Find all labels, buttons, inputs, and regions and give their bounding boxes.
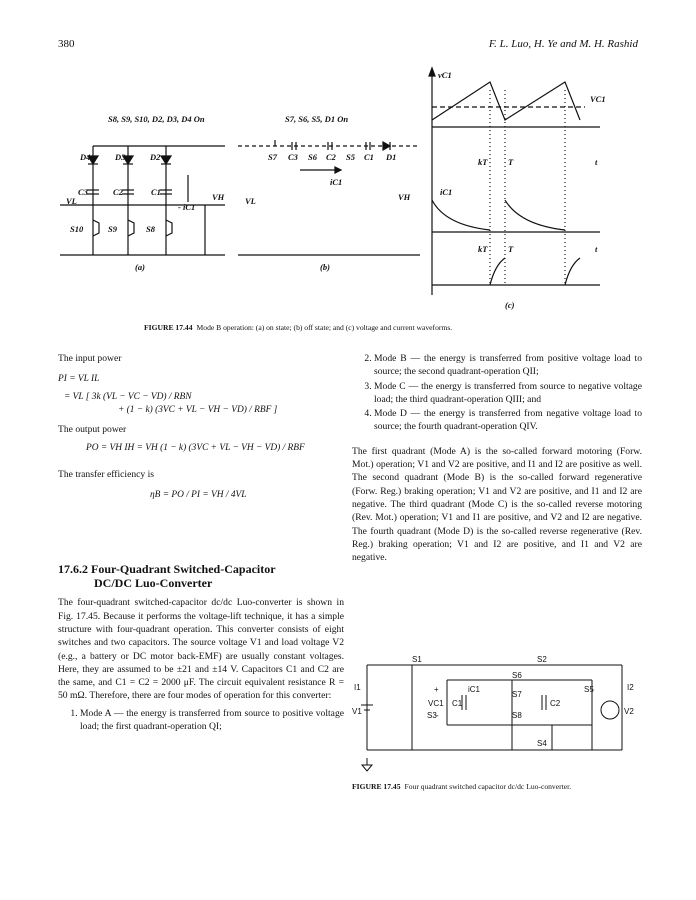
input-power-intro: The input power xyxy=(58,353,122,364)
chain-c2: C2 xyxy=(326,152,336,162)
page-number: 380 xyxy=(58,38,75,50)
left-column xyxy=(58,352,344,734)
diode-d4-label: D4 xyxy=(80,152,91,162)
switch-s10-label: S10 xyxy=(70,224,84,234)
chain-s7: S7 xyxy=(268,152,277,162)
modes-list-continued xyxy=(352,352,642,434)
panel-b-vh: VH xyxy=(398,192,411,202)
mode-d-item: 4. Mode D — the energy is transferred from negative voltage load to source; the fourth quadrant-operation QIV. xyxy=(374,407,642,434)
fig45-s8: S8 xyxy=(512,711,522,720)
intro-paragraph: The four-quadrant switched-capacitor dc/dc Luo-converter is shown in Fig. 17.45. Because it performs the voltage-lift technique, it has a simple structure with four-quadrant operation. This converter consists of eight switches and two capacitors. The source voltage V1 and load voltage V2 (e.g., a battery or DC motor back-EMF) are usually constant voltages. Here, they are assumed to be ±21 and ±14 V. Capacitors C1 and C2 are the same, and C1 = C2 = 2000 μF. The circuit equivalent resistance R = 50 mΩ. Therefore, there are four modes of operation for this converter: xyxy=(58,597,344,702)
figure-17-45-caption-text: Four quadrant switched capacitor dc/dc Luo-converter. xyxy=(404,782,572,791)
panel-a-vh: VH xyxy=(212,192,225,202)
panel-b-label: (b) xyxy=(320,262,330,272)
panel-c-T-2: T xyxy=(508,244,514,254)
panel-b-current: iC1 xyxy=(330,177,343,187)
diode-d2-label: D2 xyxy=(150,152,161,162)
switch-s8-label: S8 xyxy=(146,224,155,234)
quadrant-paragraph: The first quadrant (Mode A) is the so-called forward motoring (Forw. Mot.) operation; V1 and V2 are positive, and I1 and I2 are positive as well. The second quadrant (Mode B) is the so-called forward regenerative (Forw. Reg.) braking operation; V1 and V2 are positive, and I1 and I2 are negative. The third quadrant (Mode C) is the so-called reverse motoring (Rev. Mot.) operation; V1 and I1 are positive, and V2 and I2 are negative. The fourth quadrant (Mode D) is the so-called reverse regenerative (Rev. Reg.) braking operation; V1 and I2 are positive, and I1 and V2 are negative. xyxy=(352,445,642,564)
eq-po: PO = VH IH = VH (1 − k) (3VC + VL − VH − VD) / RBF xyxy=(86,443,305,454)
panel-c-ic1-axis: iC1 xyxy=(440,187,453,197)
fig45-c2: C2 xyxy=(550,699,561,708)
fig45-s5: S5 xyxy=(584,685,594,694)
figure-17-45-caption-label: FIGURE 17.45 xyxy=(352,782,401,791)
section-title-line-2: DC/DC Luo-Converter xyxy=(94,576,213,591)
eq-eta: ηB = PO / PI = VH / 4VL xyxy=(150,490,247,501)
figure-17-44 xyxy=(0,60,696,320)
fig45-plus: + xyxy=(434,685,439,694)
panel-b-vl: VL xyxy=(245,196,256,206)
chain-s6: S6 xyxy=(308,152,317,162)
running-head: F. L. Luo, H. Ye and M. H. Rashid xyxy=(488,38,638,50)
fig45-s4: S4 xyxy=(537,739,547,748)
fig45-s1: S1 xyxy=(412,655,422,664)
figure-17-45-caption xyxy=(352,782,571,791)
chain-d1: D1 xyxy=(386,152,397,162)
section-title xyxy=(58,562,344,590)
right-column xyxy=(352,352,642,564)
cap-c2-label: C2 xyxy=(113,187,123,197)
fig45-i1: I1 xyxy=(354,683,361,692)
section-number: 17.6.2 xyxy=(58,562,88,577)
figure-17-44-caption-label: FIGURE 17.44 xyxy=(144,323,193,332)
panel-a-vl: VL xyxy=(66,196,77,206)
fig45-ic1: iC1 xyxy=(468,685,481,694)
mode-c-item: 3. Mode C — the energy is transferred from source to negative voltage load; the third quadrant-operation QIII; and xyxy=(374,380,642,407)
cap-c1-label: C1 xyxy=(151,187,161,197)
panel-c-vc1-axis: vC1 xyxy=(438,70,452,80)
panel-a-label: (a) xyxy=(135,262,145,272)
panel-c-label: (c) xyxy=(505,300,515,310)
panel-c-vc1-level: VC1 xyxy=(590,94,606,104)
panel-c-T-1: T xyxy=(508,157,514,167)
mode-b-item: 2. Mode B — the energy is transferred from positive voltage load to source; the second quadrant-operation QII; xyxy=(374,352,642,379)
eq-pi-2b: + (1 − k) (3VC + VL − VH − VD) / RBF ] xyxy=(118,404,278,415)
figure-17-45 xyxy=(352,650,642,775)
section-title-line-1: Four-Quadrant Switched-Capacitor xyxy=(91,562,276,577)
eq-pi-1: PI = VL IL xyxy=(58,374,100,385)
chain-s5: S5 xyxy=(346,152,355,162)
fig45-vc1: VC1 xyxy=(428,699,444,708)
panel-c-kt-1: kT xyxy=(478,157,488,167)
fig45-minus: - xyxy=(436,711,439,720)
fig45-v2: V2 xyxy=(624,707,634,716)
switch-s9-label: S9 xyxy=(108,224,117,234)
modes-list-start xyxy=(58,707,344,734)
panel-b-title: S7, S6, S5, D1 On xyxy=(285,114,349,124)
fig45-s3: S3 xyxy=(427,711,437,720)
figure-17-44-caption-text: Mode B operation: (a) on state; (b) off state; and (c) voltage and current waveforms. xyxy=(196,323,453,332)
cap-c3-label: C3 xyxy=(78,187,88,197)
fig45-s2: S2 xyxy=(537,655,547,664)
diode-d3-label: D3 xyxy=(115,152,126,162)
panel-a-current: - iC1 xyxy=(178,202,196,212)
fig45-v1: V1 xyxy=(352,707,362,716)
fig45-c1: C1 xyxy=(452,699,463,708)
chain-c1: C1 xyxy=(364,152,374,162)
panel-a-title: S8, S9, S10, D2, D3, D4 On xyxy=(108,114,205,124)
panel-c-t-1: t xyxy=(595,157,598,167)
fig45-s7: S7 xyxy=(512,690,522,699)
panel-c-kt-2: kT xyxy=(478,244,488,254)
output-power-intro: The output power xyxy=(58,424,127,436)
chain-c3: C3 xyxy=(288,152,298,162)
figure-17-44-caption xyxy=(144,323,452,332)
mode-a-item: 1. Mode A — the energy is transferred from source to positive voltage load; the first quadrant-operation QI; xyxy=(80,707,344,734)
fig45-s6: S6 xyxy=(512,671,522,680)
fig45-i2: I2 xyxy=(627,683,634,692)
efficiency-intro: The transfer efficiency is xyxy=(58,468,154,480)
eq-pi-2a: = VL [ 3k (VL − VC − VD) / RBN xyxy=(64,391,192,402)
panel-c-t-2: t xyxy=(595,244,598,254)
